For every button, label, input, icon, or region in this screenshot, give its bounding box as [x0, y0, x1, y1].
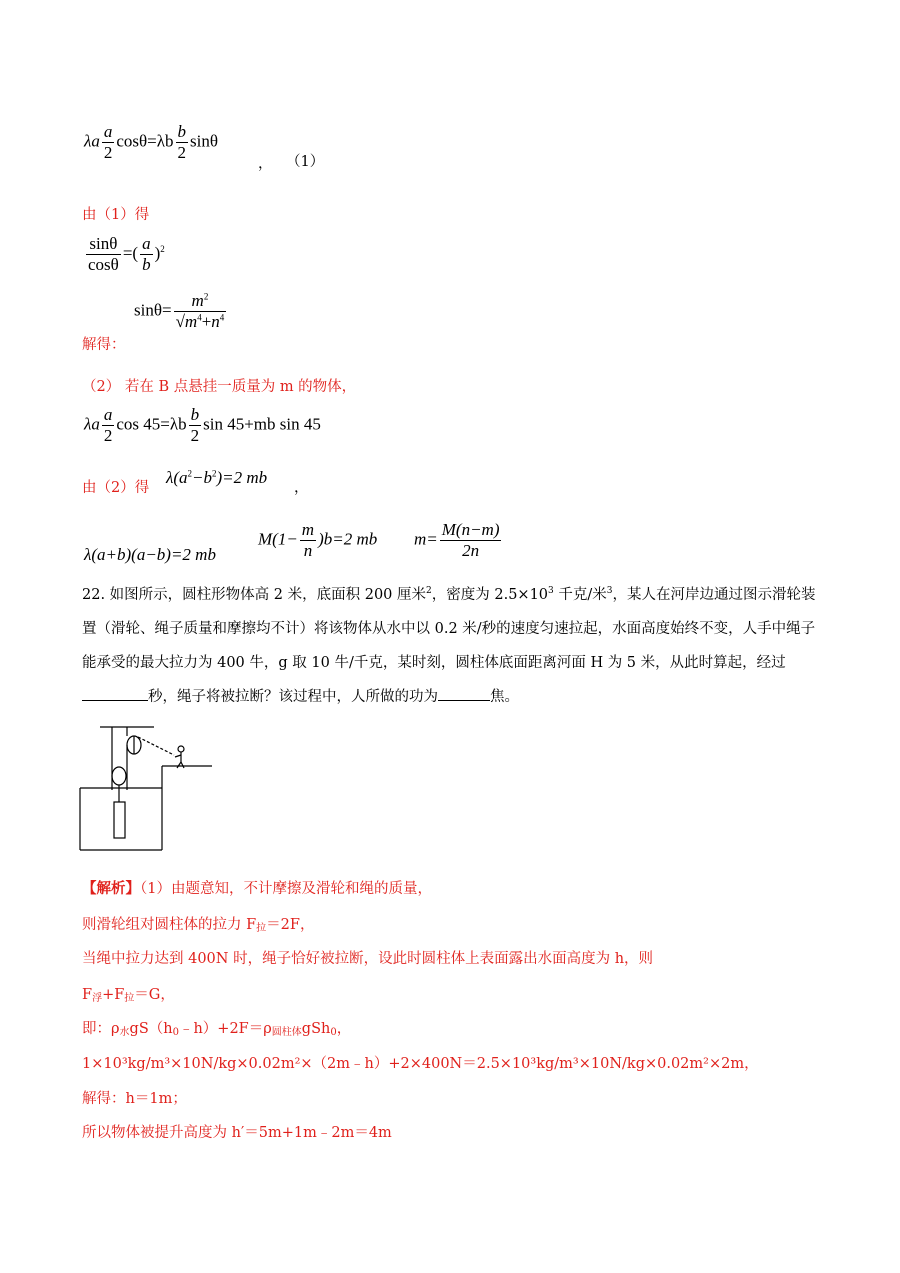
equation-sin: sinθ= $\frac{m^2}{√m^4+n^4}$	[134, 291, 225, 331]
problem-22: 22. 如图所示，圆柱形物体高 2 米，底面积 200 厘米$^2$，密度为 $2.5\times 10^3$ 千克/米$^3$，某人在河岸边通过图示滑轮装置（滑轮、绳子质量和摩擦均不计）将该物体从水中以 0.2 米/秒的速度匀速拉起，水面高度始终不变，人手中绳子能承受的最大拉力为 400 牛，g 取 10 牛/千克，某时刻，圆柱体底面距离河面 H 为 5 米，从此时算起，经过秒，绳子将被拉断？该过程中，人所做的功为 焦。	[82, 586, 816, 705]
equation-ratio: $\frac{\sin\theta}{\cos\theta}$ =( $\frac{a}{b}$ )$^2$	[88, 234, 165, 274]
solve-label: 解得：	[82, 337, 126, 353]
equation-1: λa $\frac{a}{2}$ cosθ=λb $\frac{b}{2}$ sinθ	[84, 122, 218, 162]
analysis-line-7: 解得：h＝1m；	[82, 1091, 187, 1107]
equation-4c: m= $\frac{M(n-m)}{2n}$	[414, 520, 500, 560]
analysis-line-2: 则滑轮组对圆柱体的拉力 $F_拉=2F$，	[82, 917, 315, 934]
part-2-heading: （2） 若在 B 点悬挂一质量为 m 的物体，	[82, 379, 357, 395]
equation-3: $\lambda(a^2-b^2)=2$ mb	[166, 468, 268, 487]
analysis-line-6: 1×10³kg/m³×10N/kg×0.02m²×（2m﹣h）+2×400N＝2.5×10³kg/m³×10N/kg×0.02m²×2m，	[82, 1056, 759, 1072]
from-eq2: 由（2）得	[82, 480, 150, 496]
equation-4b: M(1− $\frac{m}{n}$ )b=2 mb	[258, 520, 378, 560]
equation-3-tail: ，	[294, 480, 309, 496]
equation-1-sep: ，	[258, 156, 273, 172]
analysis-line-4: $F_浮+F_拉=G$，	[82, 987, 175, 1004]
equation-4a: λ(a+b)(a−b)=2 mb	[84, 545, 216, 564]
analysis-line-5: 即：$\rho_水gS(h_0﹣h)+2F=\rho_{圆柱体}gSh_0$，	[82, 1021, 352, 1038]
analysis-line-3: 当绳中拉力达到 400N 时，绳子恰好被拉断，设此时圆柱体上表面露出水面高度为 h，则	[82, 951, 654, 967]
person-head	[178, 746, 184, 752]
answer-blank-seconds[interactable]	[82, 686, 148, 701]
cylinder-object	[114, 802, 125, 838]
equation-1-label: （1）	[286, 154, 325, 170]
pulley-diagram	[78, 722, 218, 852]
answer-blank-work[interactable]	[438, 686, 490, 701]
from-eq1: 由（1）得	[82, 207, 150, 223]
analysis-line-1: 【解析】（1）由题意知，不计摩擦及滑轮和绳的质量，	[82, 880, 432, 897]
equation-2: λa $\frac{a}{2}$ cos 45=λb $\frac{b}{2}$ sin 45+mb sin 45	[84, 405, 321, 445]
movable-pulley	[112, 767, 126, 785]
analysis-line-8: 所以物体被提升高度为 h′＝5m+1m﹣2m＝4m	[82, 1125, 392, 1141]
